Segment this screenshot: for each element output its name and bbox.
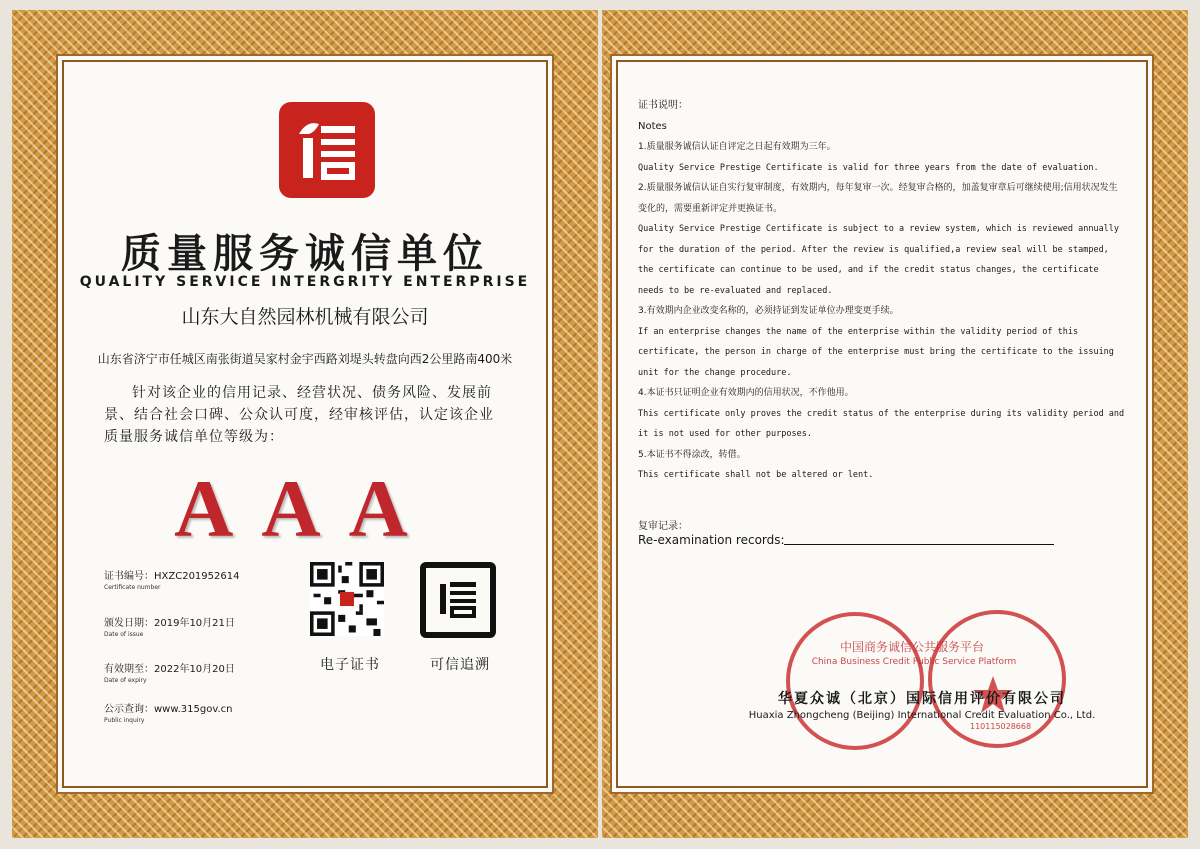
inquiry-label-en: Public inquiry	[104, 717, 145, 724]
certificate-front-page	[12, 10, 598, 838]
note-item-3-en: If an enterprise changes the name of the enterprise within the validity period of this certificate, the person in charge of the enterprise must bring the certificate to the issuing unit for the change procedure.	[638, 326, 1114, 378]
note-item-3-cn: 3.有效期内企业改变名称的，必须持证到发证单位办理变更手续。	[638, 306, 899, 316]
notes-section	[638, 96, 1126, 486]
cert-number-label: 证书编号：	[104, 571, 154, 582]
expiry-date-label-en: Date of expiry	[104, 677, 147, 684]
certificate-body	[62, 60, 548, 788]
note-item-5-cn: 5.本证书不得涂改，转借。	[638, 449, 746, 460]
issuer-name-cn: 华夏众诚（北京）国际信用评价有限公司	[778, 691, 1066, 707]
inquiry-block	[104, 700, 233, 724]
xin-logo-icon	[279, 102, 375, 198]
note-item-4-cn: 4.本证书只证明企业有效期内的信用状况，不作他用。	[638, 388, 854, 398]
company-seal-number: 110115028668	[970, 722, 1032, 731]
trace-caption: 可信追溯	[430, 657, 490, 673]
platform-seal-text: 中国商务诚信公共服务平台	[839, 640, 984, 654]
note-item-1-en: Quality Service Prestige Certificate is valid for three years from the date of evaluation.	[638, 162, 1099, 173]
note-item-4-en: This certificate only proves the credit status of the enterprise during its validity period and it is not used for other purposes.	[638, 408, 1125, 439]
trace-scan-icon[interactable]	[420, 562, 496, 638]
issue-date-label-en: Date of issue	[104, 631, 144, 638]
notes-heading-en: Notes	[638, 120, 667, 132]
expiry-date-label: 有效期至：	[104, 664, 154, 675]
platform-seal-text-en: China Business Credit Public Service Platform	[811, 657, 1017, 667]
notes-body	[616, 60, 1148, 788]
reexam-record-line	[784, 544, 1054, 545]
note-item-2-cn: 2.质量服务诚信认证自实行复审制度，有效期内，每年复审一次。经复审合格的，加盖复审章后可继续使用;信用状况发生变化的，需要重新评定并更换证书。	[638, 183, 1118, 214]
note-item-5-en: This certificate shall not be altered or lent.	[638, 470, 874, 480]
cert-number-block	[104, 567, 239, 591]
inquiry-site[interactable]: www.315gov.cn	[154, 704, 233, 715]
reexam-label-cn: 复审记录：	[638, 521, 688, 532]
issue-date-block	[104, 614, 235, 638]
evaluation-statement: 针对该企业的信用记录、经营状况、债务风险、发展前景、结合社会口碑、公众认可度，经审核评估，认定该企业质量服务诚信单位等级为：	[104, 385, 494, 445]
reexam-label-en: Re-examination records:	[638, 533, 785, 547]
cert-number-value: HXZC201952614	[154, 571, 240, 582]
notes-heading-cn: 证书说明：	[638, 100, 688, 111]
certificate-back-page	[602, 10, 1188, 838]
expiry-date-value: 2022年10月20日	[154, 664, 235, 675]
cert-number-label-en: Certificate number	[104, 584, 161, 591]
certificate-title-en: QUALITY SERVICE INTERGRITY ENTERPRISE	[79, 274, 531, 290]
company-name: 山东大自然园林机械有限公司	[181, 306, 429, 328]
qr-caption: 电子证书	[320, 657, 380, 673]
issuer-name-en: Huaxia Zhongcheng (Beijing) International Credit Evaluation Co., Ltd.	[748, 710, 1096, 721]
note-item-2-en: Quality Service Prestige Certificate is subject to a review system, which is reviewed annually for the duration of the period. After the review is qualified,a review seal will be stamped, the certificate can continue to be used, and if the credit status changes, the certificate needs to be re-evaluated and replaced.	[638, 224, 1120, 296]
note-item-1-cn: 1.质量服务诚信认证自评定之日起有效期为三年。	[638, 142, 836, 152]
issue-date-label: 颁发日期：	[104, 618, 154, 629]
inquiry-label: 公示查询：	[104, 704, 154, 715]
qr-code-icon[interactable]	[310, 562, 384, 636]
issue-date-value: 2019年10月21日	[154, 618, 235, 629]
certificate-title: 质量服务诚信单位	[121, 230, 489, 277]
platform-seal-stamp	[786, 612, 924, 750]
expiry-date-block	[104, 660, 235, 684]
credit-grade: AAA	[174, 463, 436, 554]
company-address: 山东省济宁市任城区南张街道吴家村金宇西路刘堤头转盘向西2公里路南400米	[97, 352, 513, 366]
